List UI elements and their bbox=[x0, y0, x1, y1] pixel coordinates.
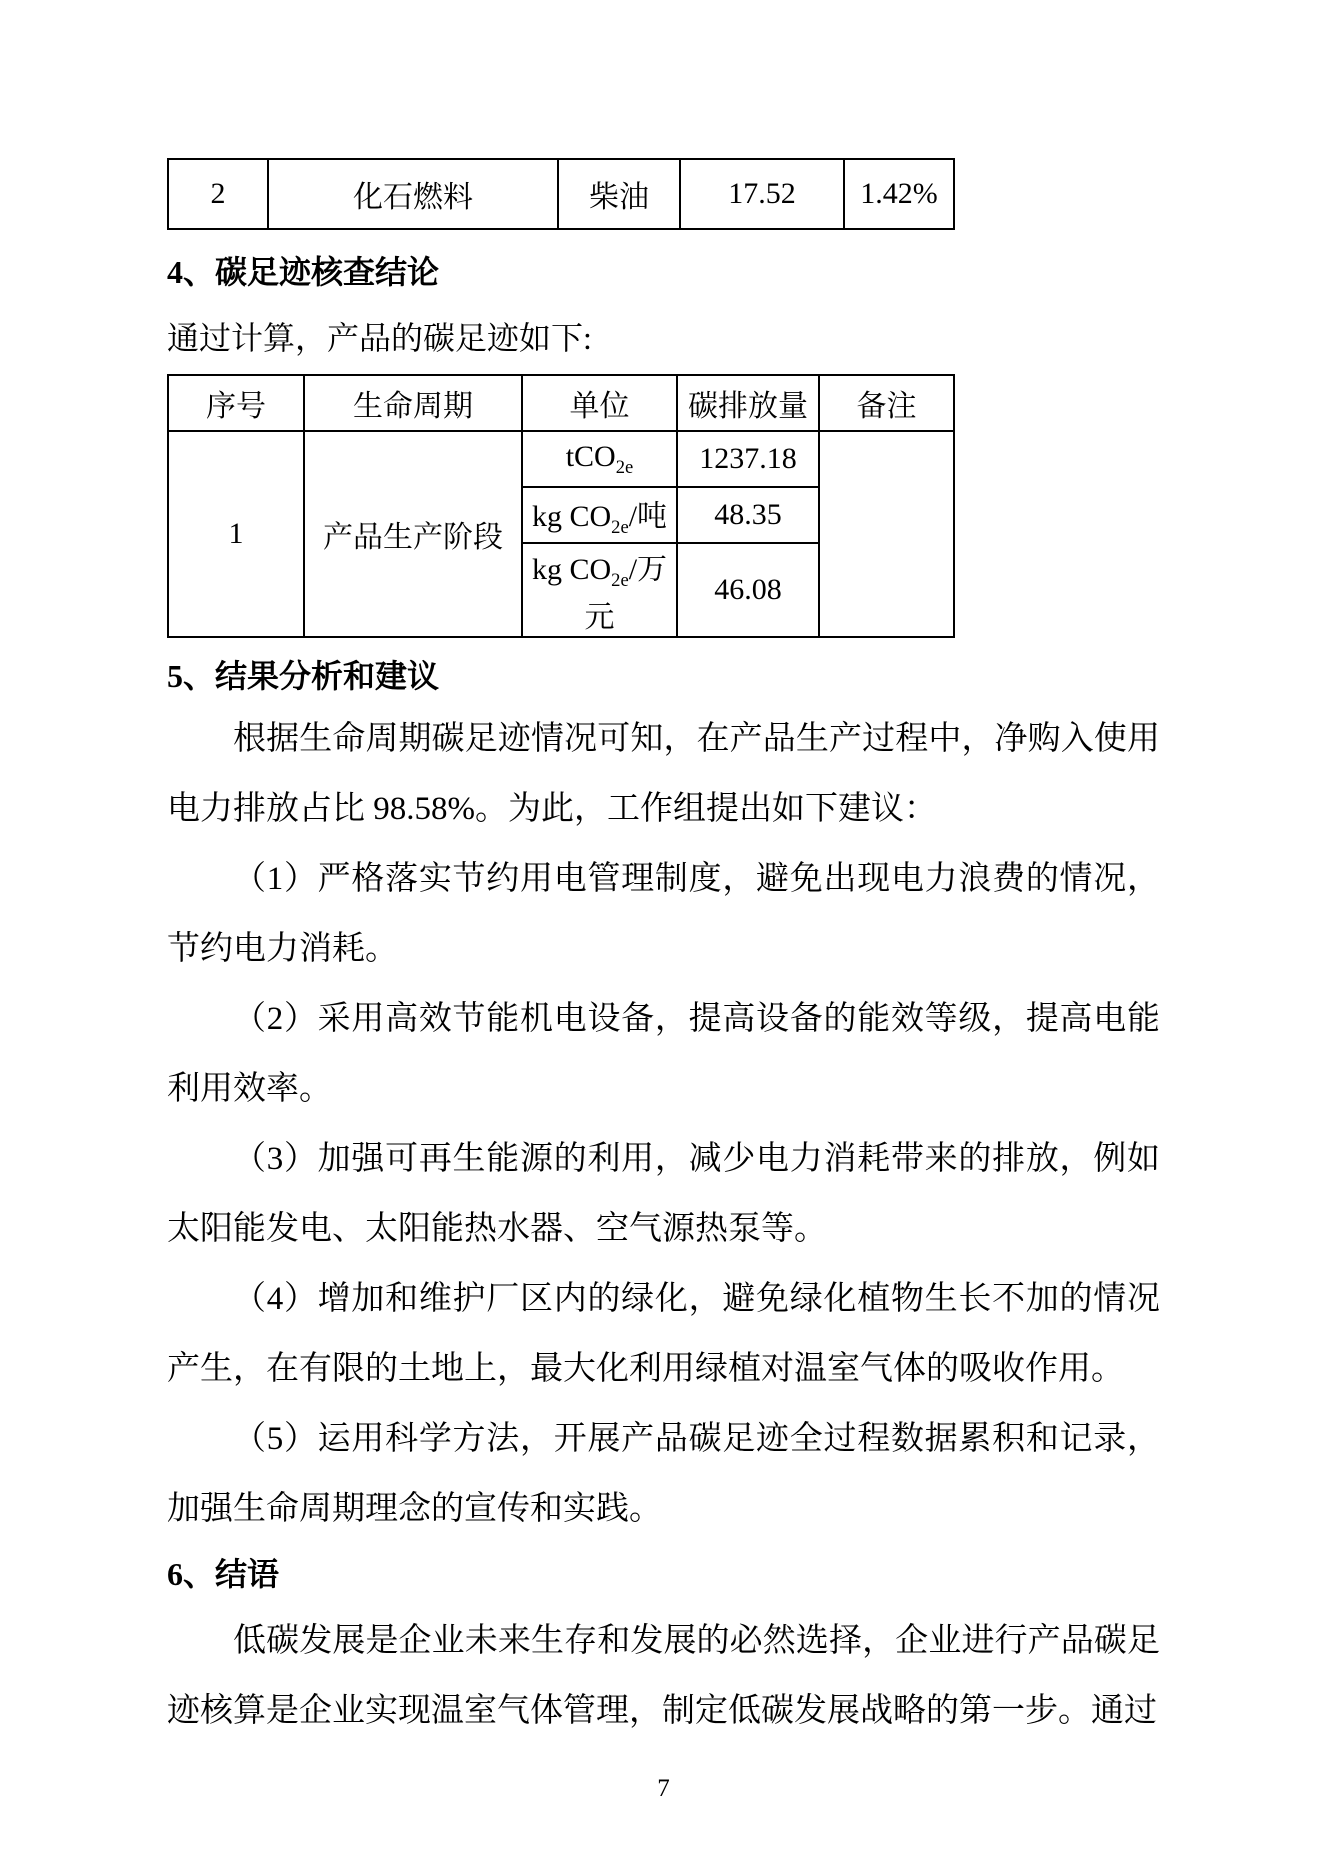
section-5-body bbox=[167, 704, 1160, 1544]
table-row bbox=[168, 159, 954, 229]
unit-subscript: 2e bbox=[615, 456, 634, 478]
unit-text: kg CO bbox=[531, 553, 612, 586]
unit-subscript: 2e bbox=[611, 517, 629, 538]
column-header-unit: 单位 bbox=[522, 375, 677, 431]
emission-value-cell: 1237.18 bbox=[677, 431, 819, 487]
section-4-heading: 4、碳足迹核查结论 bbox=[167, 254, 440, 290]
paragraph-suggestion-3: （3）加强可再生能源的利用，减少电力消耗带来的排放，例如太阳能发电、太阳能热水器、空气源热泵等。 bbox=[167, 1141, 1160, 1247]
section-5-heading: 5、结果分析和建议 bbox=[167, 658, 440, 694]
percentage-cell: 1.42% bbox=[844, 159, 954, 229]
column-header-serial: 序号 bbox=[168, 375, 304, 431]
paragraph-suggestion-1: （1）严格落实节约用电管理制度，避免出现电力浪费的情况，节约电力消耗。 bbox=[167, 861, 1160, 967]
section-4-intro-text: 通过计算，产品的碳足迹如下: bbox=[167, 320, 592, 356]
carbon-footprint-table bbox=[167, 374, 955, 638]
paragraph-suggestion-2: （2）采用高效节能机电设备，提高设备的能效等级，提高电能利用效率。 bbox=[167, 1001, 1160, 1107]
paragraph-intro: 根据生命周期碳足迹情况可知，在产品生产过程中，净购入使用电力排放占比 98.58%。为此，工作组提出如下建议： bbox=[167, 721, 1160, 827]
serial-cell: 2 bbox=[168, 159, 268, 229]
emission-value-cell: 48.35 bbox=[677, 487, 819, 543]
column-header-lifecycle: 生命周期 bbox=[304, 375, 522, 431]
column-header-emission: 碳排放量 bbox=[677, 375, 819, 431]
source-category-cell: 化石燃料 bbox=[268, 159, 558, 229]
unit-cell bbox=[522, 487, 677, 543]
unit-suffix: /万元 bbox=[584, 553, 668, 634]
emission-value-cell: 17.52 bbox=[680, 159, 844, 229]
page-number: 7 bbox=[657, 1775, 670, 1802]
unit-text: tCO bbox=[565, 439, 616, 473]
table-header-row bbox=[168, 375, 954, 431]
source-type-cell: 柴油 bbox=[558, 159, 680, 229]
remark-cell bbox=[819, 431, 954, 637]
lifecycle-cell: 产品生产阶段 bbox=[304, 431, 522, 637]
paragraph-suggestion-5: （5）运用科学方法，开展产品碳足迹全过程数据累积和记录，加强生命周期理念的宣传和实践。 bbox=[167, 1421, 1160, 1527]
serial-cell: 1 bbox=[168, 431, 304, 637]
unit-text: kg CO bbox=[531, 500, 612, 533]
column-header-remark: 备注 bbox=[819, 375, 954, 431]
unit-suffix: /吨 bbox=[628, 500, 668, 533]
table-row bbox=[168, 431, 954, 487]
unit-cell bbox=[522, 543, 677, 637]
section-6-body bbox=[167, 1606, 1160, 1746]
unit-subscript: 2e bbox=[611, 570, 629, 591]
paragraph-suggestion-4: （4）增加和维护厂区内的绿化，避免绿化植物生长不加的情况产生，在有限的土地上，最大化利用绿植对温室气体的吸收作用。 bbox=[167, 1281, 1160, 1387]
emission-source-table bbox=[167, 158, 955, 230]
emission-value-cell: 46.08 bbox=[677, 543, 819, 637]
unit-cell bbox=[522, 431, 677, 487]
paragraph-closing: 低碳发展是企业未来生存和发展的必然选择，企业进行产品碳足迹核算是企业实现温室气体管理，制定低碳发展战略的第一步。通过 bbox=[167, 1623, 1160, 1729]
section-6-heading: 6、结语 bbox=[167, 1556, 280, 1592]
